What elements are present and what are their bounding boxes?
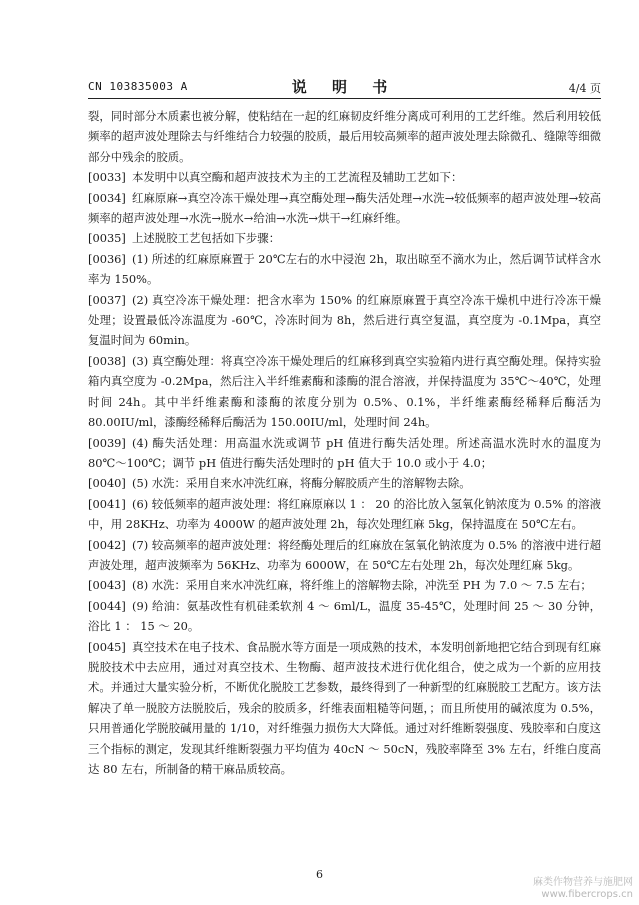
paragraph-text: (7) 较高频率的超声波处理：将经酶处理后的红麻放在氢氧化钠浓度为 0.5% 的溶液中进行超声波处理，超声波频率为 56KHz、功率为 6000W，在 50℃左右处理 2h，每次处理红麻 5kg。 (88, 537, 601, 572)
paragraph (88, 535, 601, 576)
continued-paragraph: 裂，同时部分木质素也被分解，使粘结在一起的红麻韧皮纤维分离成可利用的工艺纤维。然后利用较低频率的超声波处理除去与纤维结合力较强的胶质，最后用较高频率的超声波处理去除微孔、缝隙等细微部分中残余的胶质。 (88, 109, 601, 164)
paragraph-number: [0045] (88, 639, 126, 654)
paragraph-number: [0037] (88, 292, 126, 307)
paragraph-text: 上述脱胶工艺包括如下步骤： (132, 231, 281, 246)
page-header (88, 78, 601, 96)
paragraph-text: (3) 真空酶处理：将真空冷冻干燥处理后的红麻移到真空实验箱内进行真空酶处理。保持实验箱内真空度为 -0.2Mpa，然后注入半纤维素酶和漆酶的混合溶液，并保持温度为 35℃～40℃，处理时间 24h。其中半纤维素酶和漆酶的浓度分别为 0.5%、0.1%，半纤维素酶经稀释后酶活为 80.00IU/ml，漆酶经稀释后酶活为 150.00IU/ml，处理时间 24h。 (88, 353, 601, 430)
header-rule (88, 98, 601, 99)
document-body (88, 106, 601, 779)
paragraph-number: [0040] (88, 476, 126, 491)
paragraph-text: (6) 较低频率的超声波处理：将红麻原麻以 1 ： 20 的浴比放入氢氧化钠浓度为 0.5% 的溶液中，用 28KHz、功率为 4000W 的超声波处理 2h，每次处理红麻 5kg，保持温度在 50℃左右。 (88, 496, 601, 532)
paragraph (88, 473, 601, 493)
paragraph-number: [0044] (88, 598, 126, 613)
page-indicator: 4/4 页 (568, 82, 601, 95)
paragraph-number: [0036] (88, 251, 126, 266)
paragraph-number: [0038] (88, 353, 126, 368)
site-watermark (533, 877, 633, 901)
paragraph (88, 188, 601, 229)
paragraph-number: [0041] (88, 496, 126, 511)
watermark-url: www.fibercrops.cn (541, 889, 633, 900)
paragraph-text: (4) 酶失活处理：用高温水洗或调节 pH 值进行酶失活处理。所述高温水洗时水的温度为 80℃～100℃；调节 pH 值进行酶失活处理时的 pH 值大于 10.0 或小于 4.0； (88, 435, 601, 470)
paragraph-number: [0042] (88, 537, 126, 552)
paragraph-text: (1) 所述的红麻原麻置于 20℃左右的水中浸泡 2h，取出晾至不滴水为止，然后调节试样含水率为 150%。 (88, 251, 601, 287)
watermark-title: 麻类作物营养与施肥网 (533, 877, 633, 888)
paragraph-text: (5) 水洗：采用自来水冲洗红麻，将酶分解胶质产生的溶解物去除。 (132, 476, 471, 491)
paragraph (88, 575, 601, 595)
paragraph-number: [0039] (88, 435, 126, 450)
paragraph (88, 494, 601, 535)
paragraph-text: (9) 给油：氨基改性有机硅柔软剂 4 ～ 6ml/L，温度 35-45℃，处理时间 25 ～ 30 分钟，浴比 1 ： 15 ～ 20。 (88, 598, 601, 634)
paragraph-text: 本发明中以真空酶和超声波技术为主的工艺流程及辅助工艺如下： (132, 170, 463, 185)
paragraph (88, 433, 601, 474)
paragraph-text: (2) 真空冷冻干燥处理：把含水率为 150% 的红麻原麻置于真空冷冻干燥机中进行冷冻干燥处理；设置最低冷冻温度为 -60℃，冷冻时间为 8h，然后进行真空复温，真空度为 -0.1Mpa，真空复温时间为 60min。 (88, 292, 601, 348)
paragraph (88, 249, 601, 290)
document-title: 说 明 书 (291, 78, 398, 96)
page-number: 6 (316, 868, 323, 881)
paragraph (88, 290, 601, 351)
publication-number: CN 103835003 A (88, 80, 188, 93)
paragraph-number: [0035] (88, 231, 126, 246)
paragraph (88, 596, 601, 637)
paragraph-list (88, 167, 601, 779)
paragraph-number: [0033] (88, 170, 126, 185)
paragraph (88, 351, 601, 433)
paragraph (88, 167, 601, 187)
paragraph (88, 228, 601, 248)
paragraph (88, 637, 601, 780)
paragraph-number: [0034] (88, 190, 126, 205)
paragraph-number: [0043] (88, 578, 126, 593)
paragraph-text: 红麻原麻→真空冷冻干燥处理→真空酶处理→酶失活处理→水洗→较低频率的超声波处理→较高频率的超声波处理→水洗→脱水→给油→水洗→烘干→红麻纤维。 (88, 190, 601, 226)
paragraph-text: 真空技术在电子技术、食品脱水等方面是一项成熟的技术，本发明创新地把它结合到现有红麻脱胶技术中去应用，通过对真空技术、生物酶、超声波技术进行优化组合，使之成为一个新的应用技术。并通过大量实验分析，不断优化脱胶工艺参数，最终得到了一种新型的红麻脱胶工艺配方。该方法解决了单一脱胶方法脱胶后，残余的胶质多，纤维表面粗糙等问题，；而且所使用的碱浓度为 0.5%，只用普通化学脱胶碱用量的 1/10，对纤维强力损伤大大降低。通过对纤维断裂强度、残胶率和白度这三个指标的测定，发现其纤维断裂强力平均值为 40cN ～ 50cN，残胶率降至 3% 左右，纤维白度高达 80 左右，所制备的精干麻品质较高。 (88, 639, 601, 776)
paragraph-text: (8) 水洗：采用自来水冲洗红麻，将纤维上的溶解物去除，冲洗至 PH 为 7.0 ～ 7.5 左右； (132, 578, 592, 593)
